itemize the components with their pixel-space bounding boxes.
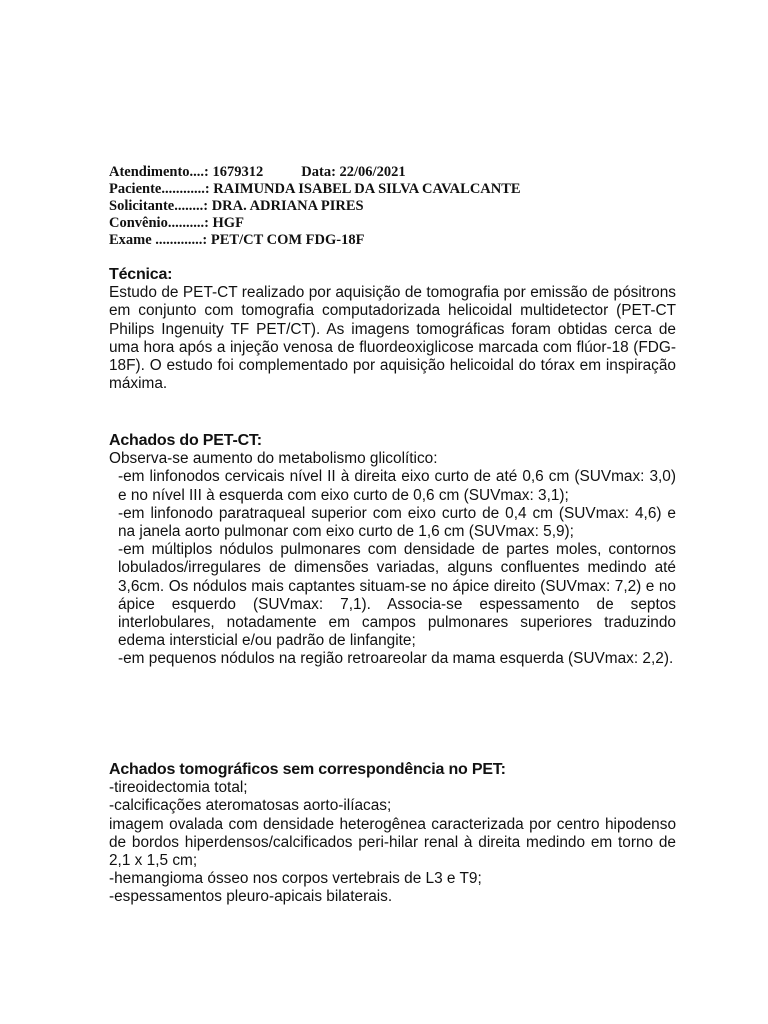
- data-value: 22/06/2021: [339, 164, 406, 180]
- report-header: [109, 164, 669, 249]
- tecnica-section: [109, 266, 676, 393]
- achados-tomograficos-section: [109, 761, 676, 907]
- convenio-label: Convênio..........:: [109, 215, 209, 231]
- convenio-row: [109, 215, 669, 232]
- exame-value: PET/CT COM FDG-18F: [210, 232, 365, 248]
- atendimento-row: [109, 164, 669, 181]
- paciente-row: [109, 181, 669, 198]
- achados-pet-item: -em linfonodos cervicais nível II à direita eixo curto de até 0,6 cm (SUVmax: 3,0) e no nível III à esquerda com eixo curto de 0,6 cm (SUVmax: 3,1);: [118, 468, 676, 504]
- tomografico-item: -tireoidectomia total;: [109, 779, 248, 797]
- tomografico-item: -calcificações ateromatosas aorto-ilíacas;: [109, 797, 392, 815]
- tecnica-text: Estudo de PET-CT realizado por aquisição de tomografia por emissão de pósitrons em conjunto com tomografia computadorizada helicoidal multidetector (PET-CT Philips Ingenuity TF PET/CT). As imagens tomográficas foram obtidas cerca de uma hora após a injeção venosa de fluordeoxiglicose marcada com flúor-18 (FDG-18F). O estudo foi complementado por aquisição helicoidal do tórax em inspiração máxima.: [109, 284, 676, 393]
- tomografico-item: imagem ovalada com densidade heterogênea caracterizada por centro hipodenso de bordos hiperdensos/calcificados peri-hilar renal à direita medindo em torno de 2,1 x 1,5 cm;: [109, 815, 676, 870]
- tomografico-item: -espessamentos pleuro-apicais bilaterais.: [109, 888, 393, 906]
- exame-row: [109, 232, 669, 249]
- achados-pet-section: [109, 432, 676, 669]
- achados-pet-item: -em pequenos nódulos na região retroareolar da mama esquerda (SUVmax: 2,2).: [118, 650, 674, 668]
- solicitante-row: [109, 198, 669, 215]
- solicitante-label: Solicitante........:: [109, 198, 209, 214]
- achados-pet-title: Achados do PET-CT:: [109, 432, 262, 449]
- achados-pet-intro: Observa-se aumento do metabolismo glicolítico:: [109, 450, 438, 468]
- tecnica-title: Técnica:: [109, 266, 173, 283]
- paciente-label: Paciente............:: [109, 181, 210, 197]
- achados-tomograficos-title: Achados tomográficos sem correspondência no PET:: [109, 761, 506, 778]
- exame-label: Exame .............:: [109, 232, 208, 248]
- achados-pet-item: -em linfonodo paratraqueal superior com eixo curto de 0,4 cm (SUVmax: 4,6) e na janela aorto pulmonar com eixo curto de 1,6 cm (SUVmax: 5,9);: [118, 504, 676, 541]
- paciente-value: RAIMUNDA ISABEL DA SILVA CAVALCANTE: [213, 181, 521, 197]
- convenio-value: HGF: [212, 215, 244, 231]
- atendimento-label: Atendimento....:: [109, 164, 209, 180]
- achados-pet-item: -em múltiplos nódulos pulmonares com densidade de partes moles, contornos lobulados/irregulares de dimensões variadas, alguns confluentes medindo até 3,6cm. Os nódulos mais captantes situam-se no ápice direito (SUVmax: 7,2) e no ápice esquerdo (SUVmax: 7,1). Associa-se espessamento de septos interlobulares, notadamente em campos pulmonares superiores traduzindo edema intersticial e/ou padrão de linfangite;: [118, 541, 676, 650]
- solicitante-value: DRA. ADRIANA PIRES: [211, 198, 364, 214]
- tomografico-item: -hemangioma ósseo nos corpos vertebrais de L3 e T9;: [109, 870, 482, 888]
- data-label: Data:: [301, 164, 336, 180]
- atendimento-value: 1679312: [212, 164, 264, 180]
